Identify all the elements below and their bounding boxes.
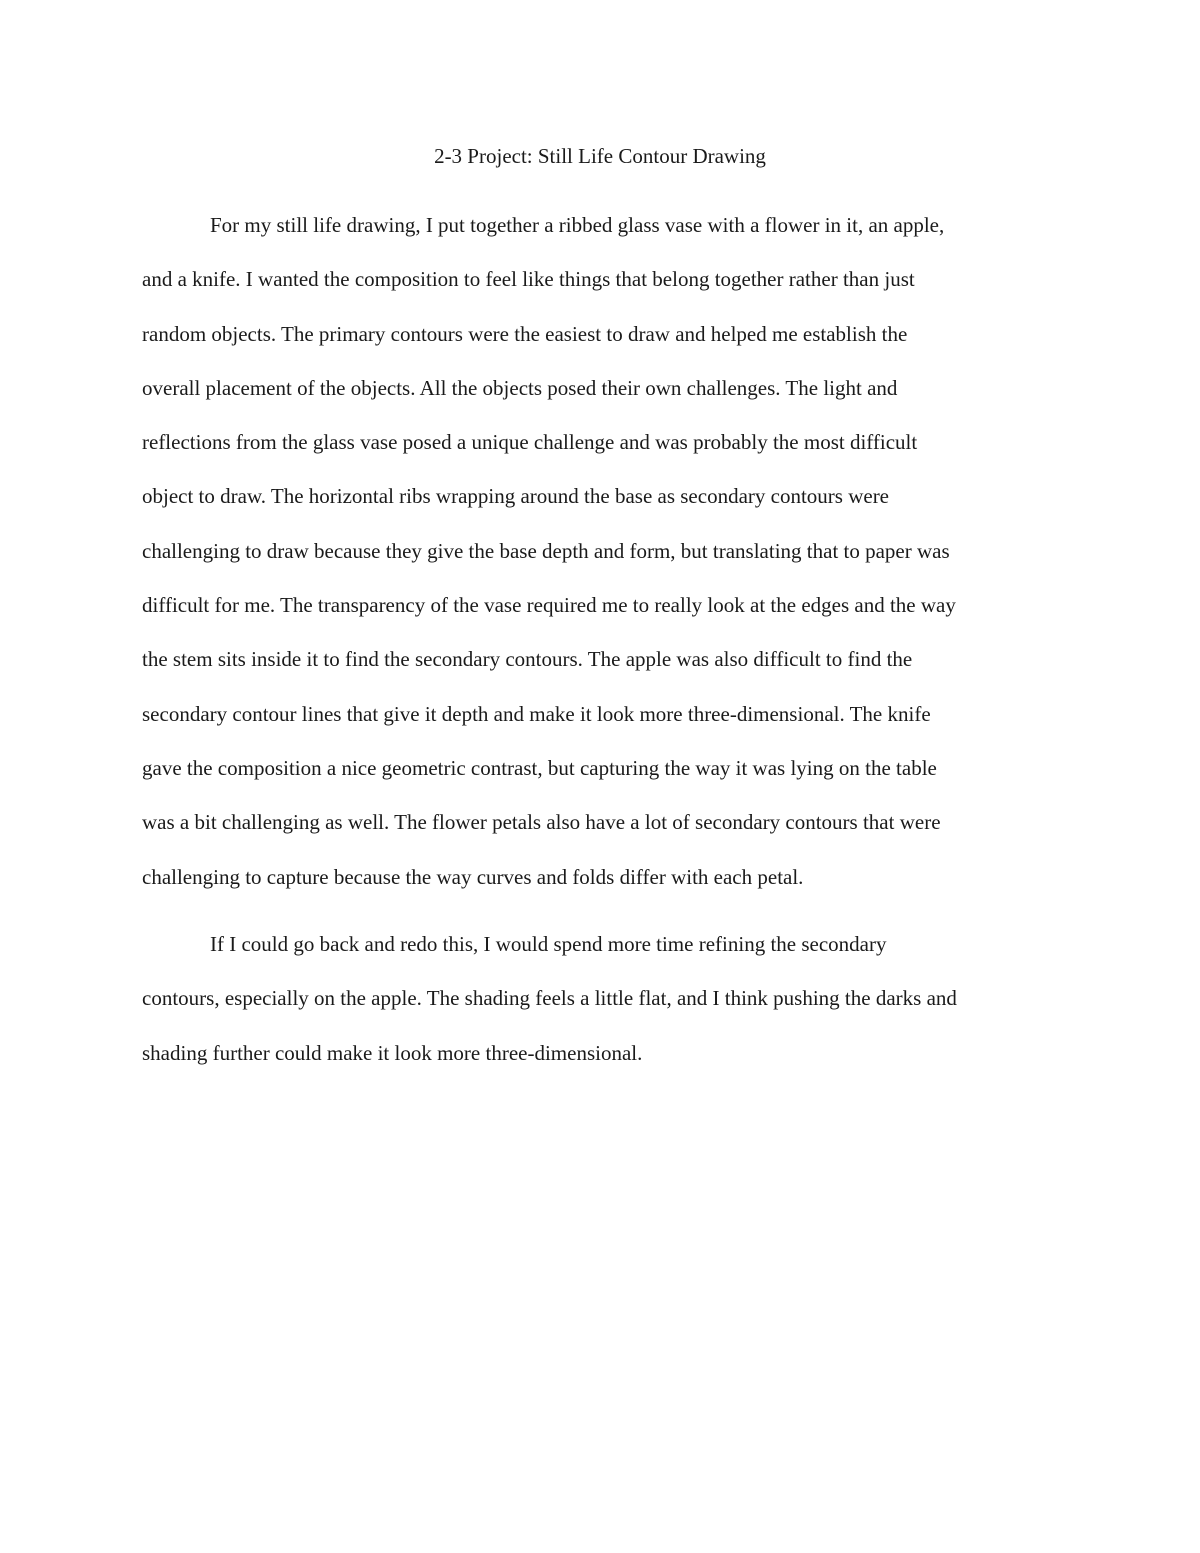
paragraph-line: secondary contour lines that give it depth and make it look more three-dimensional. The knife	[142, 701, 931, 726]
paragraph-line: overall placement of the objects. All the objects posed their own challenges. The light and	[142, 375, 898, 400]
document-title: 2-3 Project: Still Life Contour Drawing	[434, 144, 766, 168]
paragraph-line: difficult for me. The transparency of the vase required me to really look at the edges and the way	[142, 593, 956, 618]
paragraph-line: object to draw. The horizontal ribs wrapping around the base as secondary contours were	[142, 484, 890, 509]
paragraph-2	[142, 917, 1062, 1080]
paragraph-line: shading further could make it look more three-dimensional.	[142, 1040, 643, 1065]
paragraph-line: contours, especially on the apple. The shading feels a little flat, and I think pushing the darks and	[142, 986, 957, 1011]
paragraph-line: the stem sits inside it to find the secondary contours. The apple was also difficult to find the	[142, 647, 913, 672]
paragraph-line: challenging to capture because the way curves and folds differ with each petal.	[142, 864, 804, 889]
paragraph-line: random objects. The primary contours were the easiest to draw and helped me establish the	[142, 321, 908, 346]
paragraph-line: For my still life drawing, I put together a ribbed glass vase with a flower in it, an apple,	[210, 213, 945, 237]
paragraph-line: gave the composition a nice geometric contrast, but capturing the way it was lying on the table	[142, 755, 937, 780]
paragraph-line: reflections from the glass vase posed a unique challenge and was probably the most difficult	[142, 430, 918, 455]
paragraph-line: was a bit challenging as well. The flower petals also have a lot of secondary contours that were	[142, 810, 941, 835]
paragraph-line: challenging to draw because they give the base depth and form, but translating that to paper was	[142, 538, 950, 563]
paragraph-line: and a knife. I wanted the composition to feel like things that belong together rather than just	[142, 267, 915, 292]
paragraph-1	[142, 198, 1062, 904]
paragraph-line: If I could go back and redo this, I would spend more time refining the secondary	[210, 932, 887, 956]
